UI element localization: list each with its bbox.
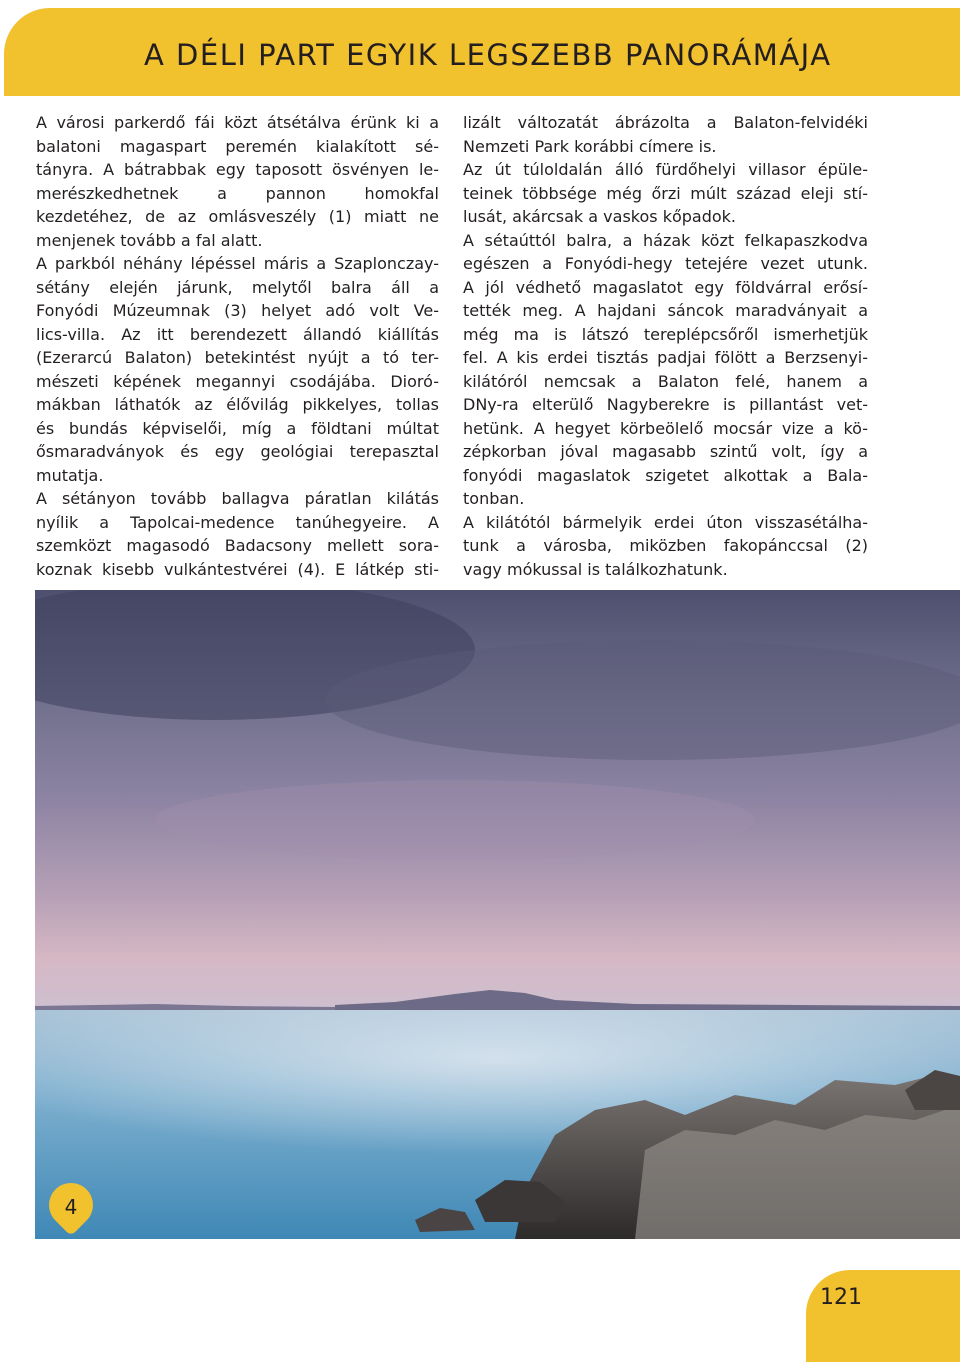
text-line: fonyódi magaslatok szigetet alkottak a Bala- bbox=[463, 465, 868, 485]
right-text-column bbox=[463, 111, 868, 581]
text-line: Az út túloldalán álló fürdőhelyi villasor épüle- bbox=[463, 160, 868, 179]
lake-panorama-photo bbox=[35, 590, 960, 1239]
text-line: A jól védhető magaslatot egy földvárral erősí- bbox=[463, 277, 868, 297]
text-line: menjenek tovább a fal alatt. bbox=[36, 230, 263, 250]
text-line: merészkedhetnek a pannon homokfal bbox=[36, 183, 439, 203]
left-text-column bbox=[36, 111, 439, 581]
text-line: egészen a Fonyódi-hegy tetejére vezet utunk. bbox=[463, 254, 868, 273]
text-line: lizált változatát ábrázolta a Balaton-felvidéki bbox=[463, 113, 868, 132]
text-line: A sétányon tovább ballagva páratlan kilátás bbox=[36, 489, 439, 508]
header-banner bbox=[4, 8, 960, 96]
text-line: lusát, akárcsak a vaskos kőpadok. bbox=[463, 207, 736, 226]
text-line: tányra. A bátrabbak egy taposott ösvényen le- bbox=[36, 160, 439, 179]
text-line: koznak kisebb vulkántestvérei (4). E látkép sti- bbox=[36, 559, 439, 579]
text-line: balatoni magaspart peremén kialakított sé- bbox=[36, 136, 439, 156]
page-number: 121 bbox=[820, 1285, 862, 1310]
text-line: kezdetéhez, de az omlásveszély (1) miatt ne bbox=[36, 207, 439, 226]
text-line: A kilátótól bármelyik erdei úton visszasétálha- bbox=[463, 512, 868, 532]
text-line: tonban. bbox=[463, 489, 525, 508]
text-line: mákban láthatók az élővilág pikkelyes, tollas bbox=[36, 395, 439, 414]
page-number-tab bbox=[806, 1270, 960, 1362]
text-line: zépkorban jóval magasabb szintű volt, így a bbox=[463, 442, 868, 461]
text-line: DNy-ra elterülő Nagyberekre is pillantást vet- bbox=[463, 395, 868, 414]
lake-landscape-illustration bbox=[35, 590, 960, 1239]
text-line: még ma is látszó tereplépcsőről ismerhetjük bbox=[463, 324, 868, 344]
text-line: Nemzeti Park korábbi címere is. bbox=[463, 136, 717, 156]
text-line: Fonyódi Múzeumnak (3) helyet adó volt Ve- bbox=[36, 301, 439, 320]
page-title: A DÉLI PART EGYIK LEGSZEBB PANORÁMÁJA bbox=[144, 38, 832, 72]
text-line: nyílik a Tapolcai-medence tanúhegyeire. A bbox=[36, 512, 439, 532]
text-line: ősmaradványok és egy geológiai terepasztal bbox=[36, 442, 439, 461]
text-line: A sétaúttól balra, a házak közt felkapaszkodva bbox=[463, 230, 868, 250]
text-line: fel. A kis erdei tisztás padjai fölött a Berzsenyi- bbox=[463, 348, 868, 367]
text-line: mutatja. bbox=[36, 465, 104, 485]
text-line: lics-villa. Az itt berendezett állandó kiállítás bbox=[36, 324, 439, 344]
text-line: A parkból néhány lépéssel máris a Szaplonczay- bbox=[36, 254, 439, 273]
photo-marker-label: 4 bbox=[64, 1195, 78, 1219]
text-line: mészeti képének megannyi csodájába. Dioró- bbox=[36, 371, 439, 391]
text-line: szemközt magasodó Badacsony mellett sora- bbox=[36, 536, 439, 555]
text-line: vagy mókussal is találkozhatunk. bbox=[463, 559, 728, 579]
text-line: kilátóról nemcsak a Balaton felé, hanem a bbox=[463, 371, 868, 391]
text-line: tunk a városba, miközben fakopánccsal (2) bbox=[463, 536, 868, 555]
text-line: (Ezerarcú Balaton) betekintést nyújt a tó ter- bbox=[36, 348, 439, 367]
text-line: hetünk. A hegyet körbeölelő mocsár vize a kö- bbox=[463, 418, 868, 438]
text-line: teinek többsége még őrzi múlt század eleji stí- bbox=[463, 183, 868, 203]
text-line: tették meg. A hajdani sáncok maradványait a bbox=[463, 301, 868, 320]
text-line: A városi parkerdő fái közt átsétálva érünk ki a bbox=[36, 113, 439, 132]
text-line: és bundás képviselői, míg a földtani múltat bbox=[36, 418, 439, 438]
text-line: sétány elején járunk, melytől balra áll a bbox=[36, 277, 439, 297]
